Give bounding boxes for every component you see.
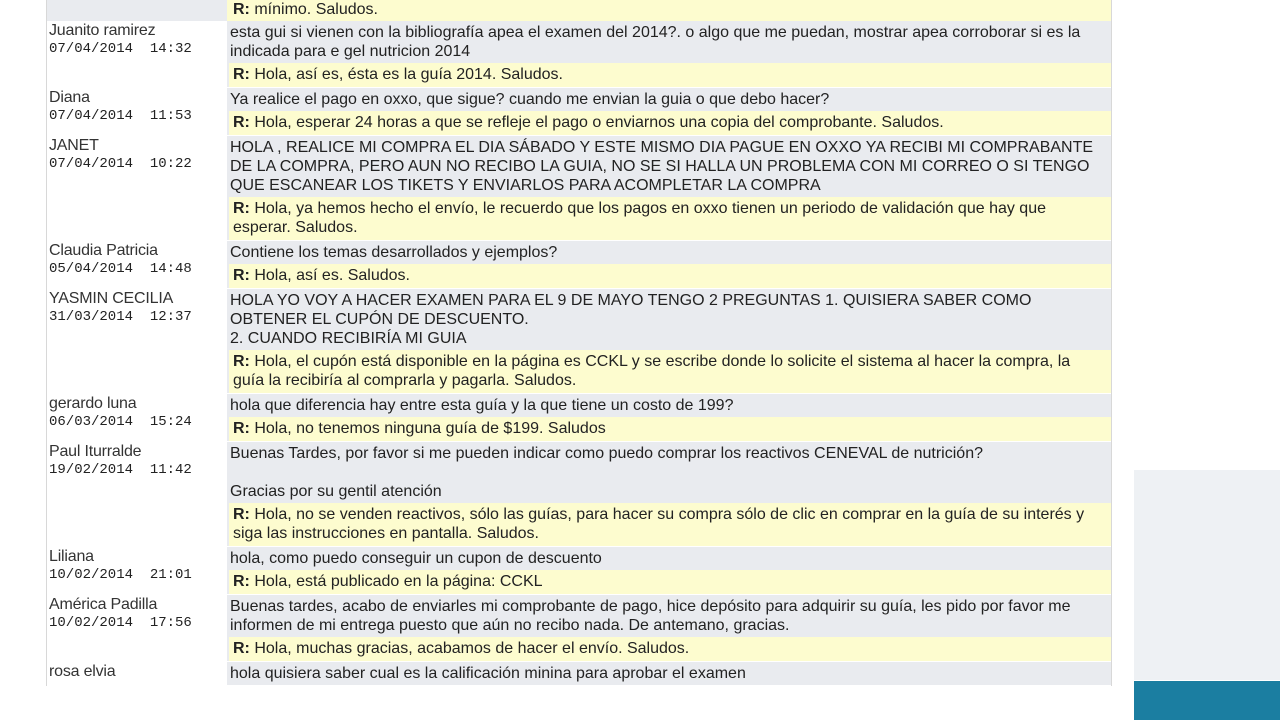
reply-prefix: R: — [233, 200, 250, 217]
comment-meta — [47, 442, 227, 546]
comment-date: 31/03/2014 12:37 — [49, 309, 192, 325]
reply-text: Hola, así es. Saludos. — [254, 267, 410, 284]
comment-row — [47, 595, 1111, 662]
reply-prefix: R: — [233, 66, 250, 83]
reply-prefix: R: — [233, 640, 250, 657]
reply-text: Hola, ya hemos hecho el envío, le recuerdo que los pagos en oxxo tienen un periodo de validación que hay que esperar. Saludos. — [233, 200, 1046, 236]
comment-meta — [47, 88, 227, 135]
reply-prefix: R: — [233, 353, 250, 370]
comment-question: hola, como puedo conseguir un cupon de descuento — [230, 550, 602, 567]
reply-text: Hola, no se venden reactivos, sólo las guías, para hacer su compra sólo de clic en comprar en la guía de su interés y siga las instrucciones en pantalla. Saludos. — [233, 506, 1085, 542]
comment-meta — [47, 662, 227, 685]
comment-content — [227, 394, 1111, 441]
comment-reply — [229, 350, 1111, 393]
comments-board — [46, 0, 1112, 686]
comment-author: Claudia Patricia — [49, 242, 158, 259]
previous-reply-partial: R: mínimo. Saludos. — [227, 0, 1111, 21]
comment-question: HOLA , REALICE MI COMPRA EL DIA SÁBADO Y ESTE MISMO DIA PAGUE EN OXXO YA RECIBI MI COMPRABANTE DE LA COMPRA, PERO AUN NO RECIBO LA GUIA, NO SE SI HALLA UN PROBLEMA CON MI CORREO O SI TENGO QUE ESCANEAR LOS TIKETS Y ENVIARLOS PARA ACOMPLETAR LA COMPRA — [230, 139, 1094, 194]
comment-question: hola que diferencia hay entre esta guía y la que tiene un costo de 199? — [230, 397, 734, 414]
comment-date: 10/02/2014 17:56 — [49, 615, 192, 631]
comment-row — [47, 88, 1111, 136]
comment-meta — [47, 241, 227, 288]
comment-content — [227, 595, 1111, 661]
comment-meta — [47, 136, 227, 240]
comment-date: 05/04/2014 14:48 — [49, 261, 192, 277]
comment-date: 19/02/2014 11:42 — [49, 462, 192, 478]
comment-date: 07/04/2014 10:22 — [49, 156, 192, 172]
comment-meta — [47, 547, 227, 594]
comment-reply — [229, 637, 1111, 661]
comment-date: 07/04/2014 11:53 — [49, 108, 192, 124]
comments-list — [47, 21, 1111, 686]
comment-author: Liliana — [49, 548, 94, 565]
comment-row — [47, 136, 1111, 241]
comment-date: 07/04/2014 14:32 — [49, 41, 192, 57]
comment-reply — [229, 570, 1111, 594]
comment-question: esta gui si vienen con la bibliografía apea el examen del 2014?. o algo que me puedan, mostrar apea corroborar si es la indicada para e gel nutricion 2014 — [230, 24, 1081, 60]
comment-reply — [229, 264, 1111, 288]
reply-text: Hola, no tenemos ninguna guía de $199. Saludos — [254, 420, 606, 437]
comment-content — [227, 547, 1111, 594]
comment-date: 06/03/2014 15:24 — [49, 414, 192, 430]
reply-prefix: R: — [233, 573, 250, 590]
reply-text: Hola, está publicado en la página: CCKL — [254, 573, 543, 590]
comment-row — [47, 547, 1111, 595]
comment-row — [47, 394, 1111, 442]
comment-question: Buenas Tardes, por favor si me pueden indicar como puedo comprar los reactivos CENEVAL de nutrición? Gracias por su gentil atención — [230, 445, 983, 500]
comment-meta — [47, 21, 227, 87]
comment-content — [227, 289, 1111, 393]
reply-prefix: R: — [233, 114, 250, 131]
reply-prefix: R: — [233, 267, 250, 284]
comment-meta — [47, 289, 227, 393]
comment-row — [47, 21, 1111, 88]
comment-content — [227, 136, 1111, 240]
reply-text: Hola, así es, ésta es la guía 2014. Saludos. — [254, 66, 563, 83]
comment-content — [227, 88, 1111, 135]
comment-meta — [47, 394, 227, 441]
comment-reply — [229, 197, 1111, 240]
reply-prefix: R: — [233, 420, 250, 437]
comment-meta — [47, 595, 227, 661]
comment-author: Paul Iturralde — [49, 443, 142, 460]
reply-text: Hola, muchas gracias, acabamos de hacer el envío. Saludos. — [254, 640, 690, 657]
comment-row — [47, 241, 1111, 289]
comment-author: rosa elvia — [49, 663, 116, 680]
comment-content — [227, 21, 1111, 87]
comment-row — [47, 662, 1111, 686]
comment-content — [227, 662, 1111, 685]
comment-reply — [229, 63, 1111, 87]
comment-row — [47, 289, 1111, 394]
comment-author: gerardo luna — [49, 395, 137, 412]
comment-author: América Padilla — [49, 596, 158, 613]
comment-content — [227, 442, 1111, 546]
comment-date: 10/02/2014 21:01 — [49, 567, 192, 583]
comment-author: JANET — [49, 137, 99, 154]
right-sidebar-panel — [1134, 470, 1280, 680]
comment-content — [227, 241, 1111, 288]
comment-question: Contiene los temas desarrollados y ejemplos? — [230, 244, 558, 261]
comment-author: YASMIN CECILIA — [49, 290, 174, 307]
comment-author: Juanito ramirez — [49, 22, 156, 39]
comment-row — [47, 442, 1111, 547]
reply-text: Hola, el cupón está disponible en la página es CCKL y se escribe donde lo solicite el sistema al hacer la compra, la guía la recibiría al comprarla y pagarla. Saludos. — [233, 353, 1071, 389]
comment-question: Ya realice el pago en oxxo, que sigue? cuando me envian la guia o que debo hacer? — [230, 91, 830, 108]
comment-question: HOLA YO VOY A HACER EXAMEN PARA EL 9 DE MAYO TENGO 2 PREGUNTAS 1. QUISIERA SABER COMO OBTENER EL CUPÓN DE DESCUENTO. 2. CUANDO RECIBIRÍA MI GUIA — [230, 292, 1032, 347]
right-sidebar-button[interactable] — [1134, 681, 1280, 720]
comment-question: hola quisiera saber cual es la calificación minina para aprobar el examen — [230, 665, 746, 682]
comment-reply — [229, 503, 1111, 546]
comment-author: Diana — [49, 89, 90, 106]
reply-prefix: R: — [233, 506, 250, 523]
comment-reply — [229, 111, 1111, 135]
reply-text: Hola, esperar 24 horas a que se refleje el pago o enviarnos una copia del comprobante. Saludos. — [254, 114, 944, 131]
left-margin — [0, 0, 46, 720]
comment-question: Buenas tardes, acabo de enviarles mi comprobante de pago, hice depósito para adquirir su guía, les pido por favor me informen de mi entrega puesto que aún no recibo nada. De antemano, gracias. — [230, 598, 1071, 634]
comment-reply — [229, 417, 1111, 441]
